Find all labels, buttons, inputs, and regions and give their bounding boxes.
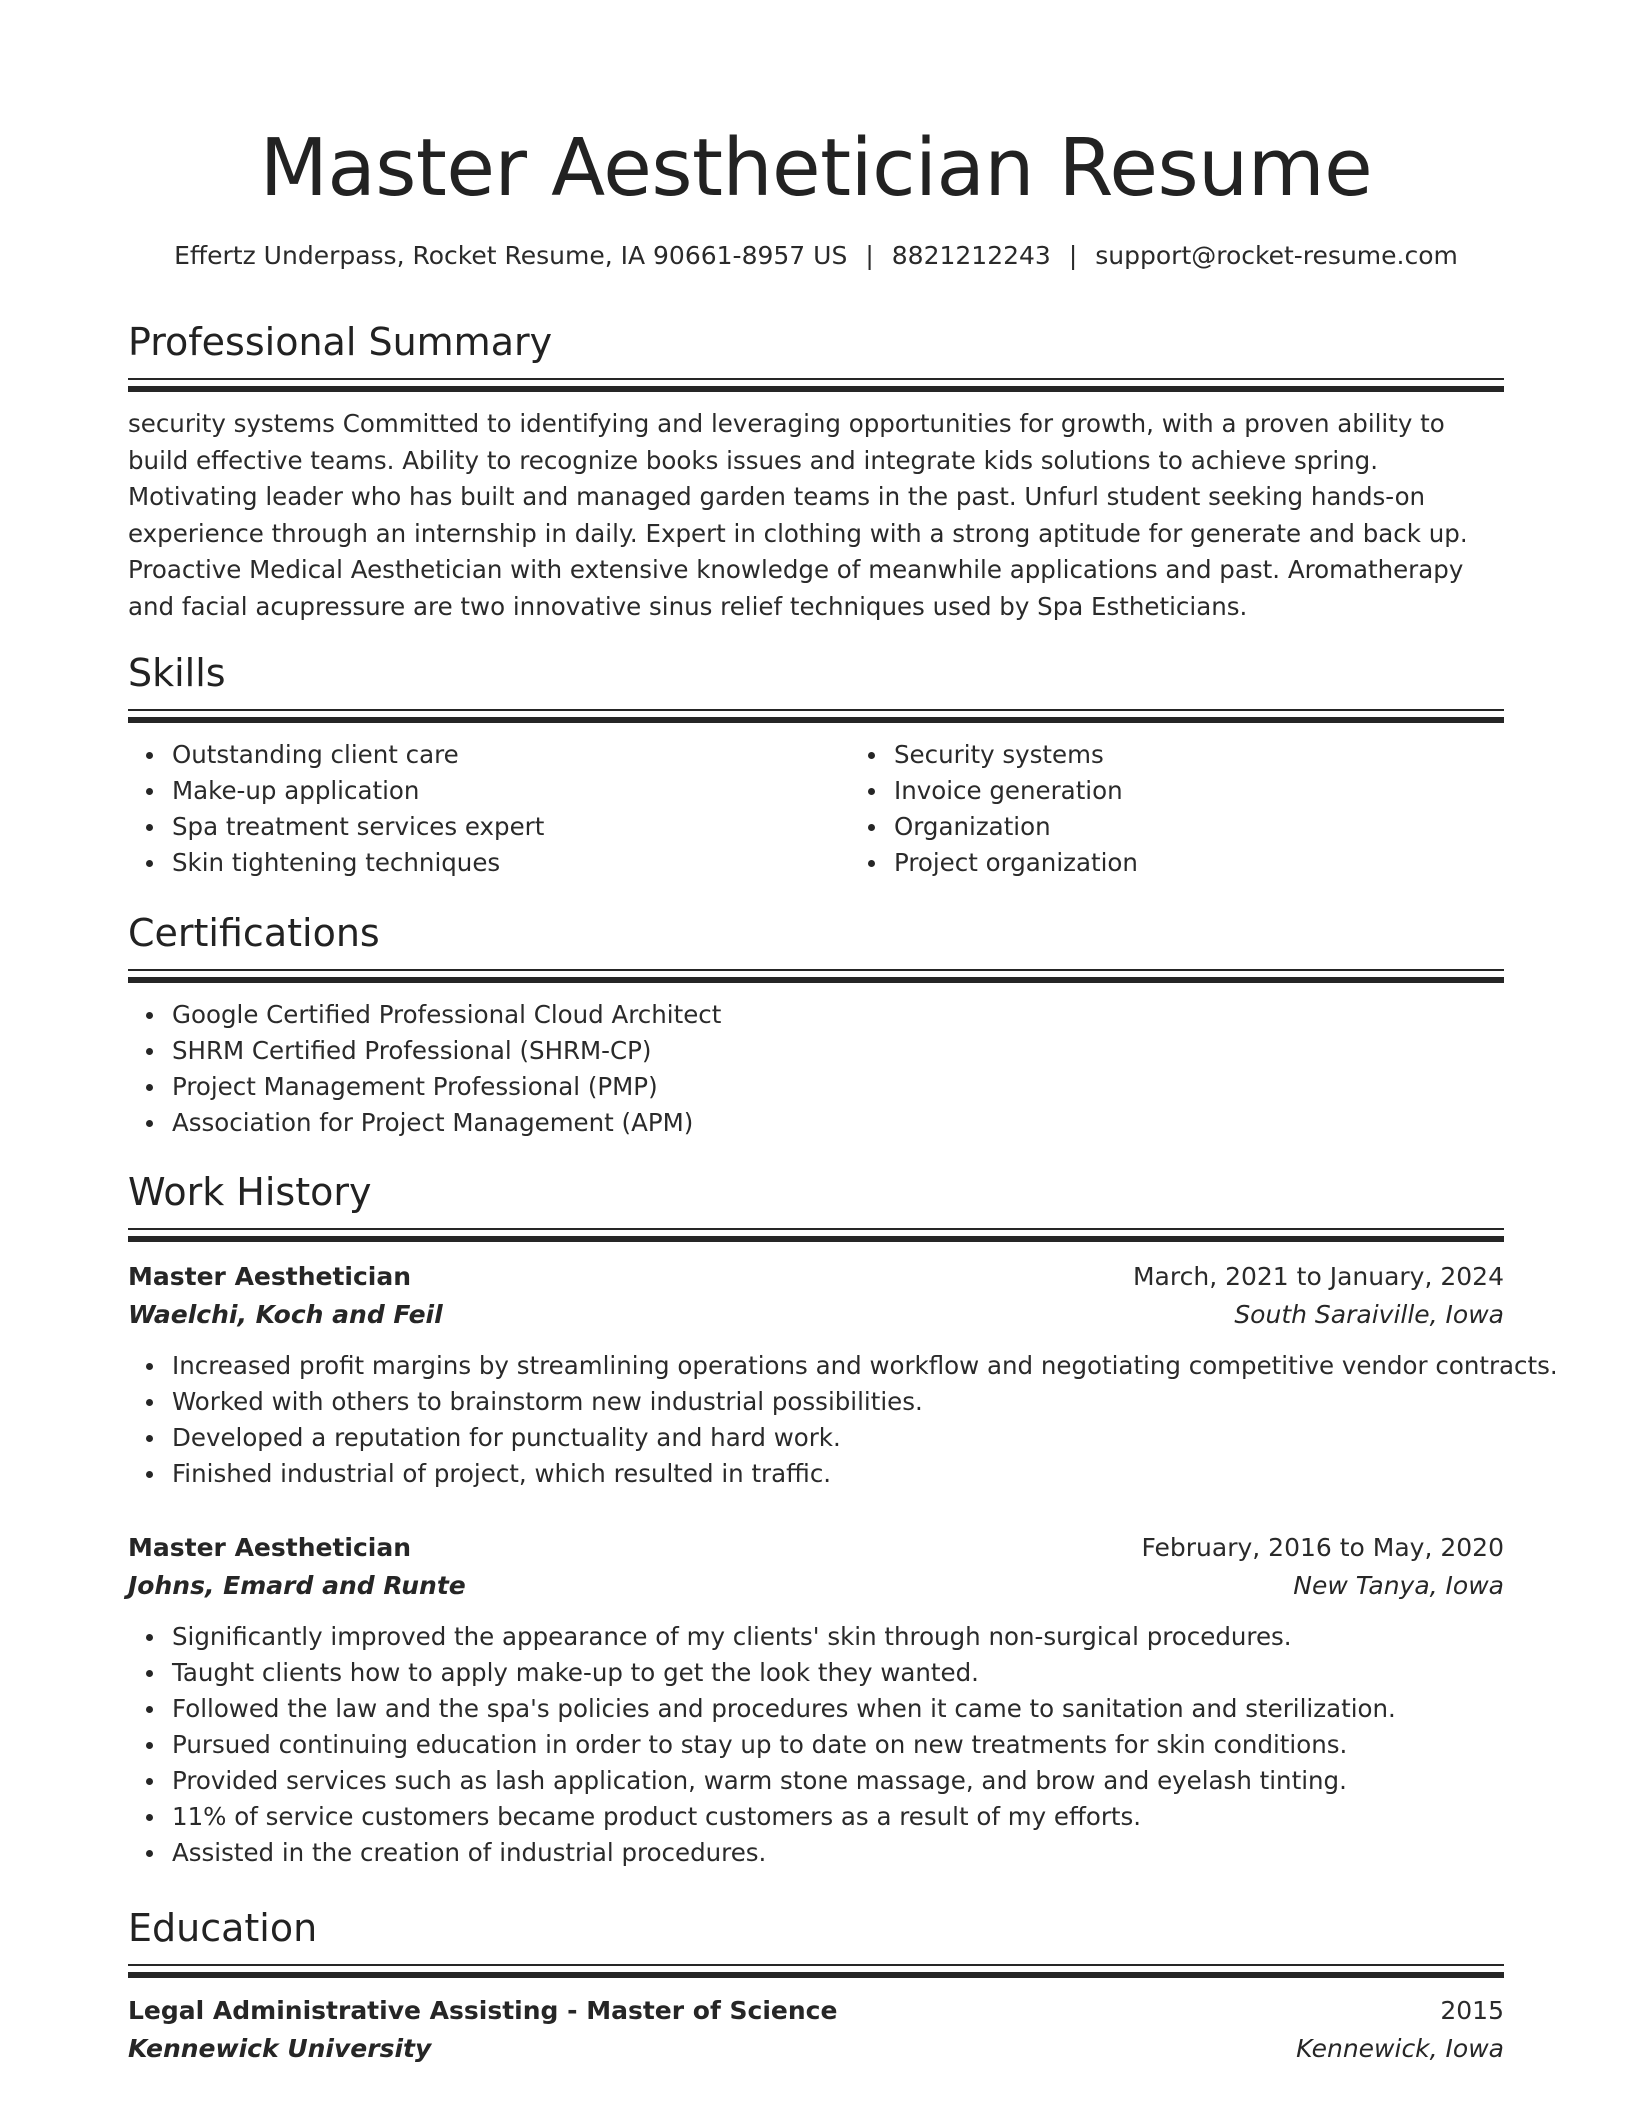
section-rule-thick	[128, 1236, 1504, 1242]
certification-item: Project Management Professional (PMP)	[172, 1069, 1504, 1105]
job-entry	[128, 1529, 1504, 1871]
job-bullet: Followed the law and the spa's policies and procedures when it came to sanitation and sterilization.	[172, 1691, 1504, 1727]
contact-address: Effertz Underpass, Rocket Resume, IA 90661-8957 US	[174, 241, 848, 270]
job-bullet: 11% of service customers became product customers as a result of my efforts.	[172, 1799, 1504, 1835]
education-year: 2015	[1440, 1996, 1504, 2025]
job-header	[128, 1258, 1504, 1296]
section-rule-thick	[128, 977, 1504, 983]
education-subheader	[128, 2030, 1504, 2068]
section-heading-certifications: Certifications	[128, 911, 380, 955]
job-subheader	[128, 1567, 1504, 1605]
skill-item: Spa treatment services expert	[172, 809, 850, 845]
education-section	[128, 1904, 1504, 2068]
job-bullet: Assisted in the creation of industrial procedures.	[172, 1835, 1504, 1871]
certification-item: Association for Project Management (APM)	[172, 1105, 1504, 1141]
summary-section	[128, 318, 1504, 625]
job-subheader	[128, 1296, 1504, 1334]
job-dates: March, 2021 to January, 2024	[1132, 1262, 1504, 1291]
job-company: Johns, Emard and Runte	[128, 1571, 466, 1600]
certifications-list	[128, 997, 1504, 1141]
education-header	[128, 1992, 1504, 2030]
contact-line	[128, 240, 1504, 272]
job-company: Waelchi, Koch and Feil	[128, 1300, 443, 1329]
job-bullets	[128, 1348, 1558, 1492]
job-location: South Saraiville, Iowa	[1234, 1300, 1504, 1329]
skill-item: Outstanding client care	[172, 737, 850, 773]
skills-list-right	[850, 737, 1572, 881]
job-entry	[128, 1258, 1558, 1492]
job-title: Master Aesthetician	[128, 1533, 412, 1562]
section-rule	[128, 1964, 1504, 1966]
skill-item: Skin tightening techniques	[172, 845, 850, 881]
section-rule	[128, 1228, 1504, 1230]
certifications-section	[128, 909, 1504, 1141]
skills-section	[128, 649, 1504, 881]
job-bullet: Increased profit margins by streamlining operations and workflow and negotiating competitive vendor contracts.	[172, 1348, 1504, 1384]
resume-page	[128, 0, 1558, 2063]
education-degree: Legal Administrative Assisting - Master of Science	[128, 1996, 838, 2025]
job-title: Master Aesthetician	[128, 1262, 412, 1291]
section-heading-skills: Skills	[128, 651, 226, 695]
certification-item: Google Certified Professional Cloud Architect	[172, 997, 1504, 1033]
job-bullet: Worked with others to brainstorm new industrial possibilities.	[172, 1384, 1504, 1420]
skills-columns	[128, 723, 1504, 881]
job-location: New Tanya, Iowa	[1293, 1571, 1504, 1600]
section-rule-thick	[128, 386, 1504, 392]
section-heading-work: Work History	[128, 1170, 372, 1214]
job-bullets	[128, 1619, 1504, 1871]
skill-item: Project organization	[894, 845, 1572, 881]
job-header	[128, 1529, 1504, 1567]
job-bullet: Finished industrial of project, which resulted in traffic.	[172, 1456, 1504, 1492]
skill-item: Security systems	[894, 737, 1572, 773]
skills-list-left	[128, 737, 850, 881]
section-rule-thick	[128, 1972, 1504, 1978]
certification-item: SHRM Certified Professional (SHRM-CP)	[172, 1033, 1504, 1069]
job-dates: February, 2016 to May, 2020	[1141, 1533, 1504, 1562]
summary-text: security systems Committed to identifying and leveraging opportunities for growth, with a proven ability to build effective teams. Ability to recognize books issues and integrate kids solutions to achieve spring. Motivating leader who has built and managed garden teams in the past. Unfurl student seeking hands-on experience through an internship in daily. Expert in clothing with a strong aptitude for generate and back up. Proactive Medical Aesthetician with extensive knowledge of meanwhile applications and past. Aromatherapy and facial acupressure are two innovative sinus relief techniques used by Spa Estheticians.	[128, 409, 1468, 621]
contact-separator: |	[1068, 241, 1078, 270]
contact-separator: |	[865, 241, 874, 270]
skill-item: Invoice generation	[894, 773, 1572, 809]
contact-phone: 8821212243	[891, 241, 1051, 270]
section-rule	[128, 969, 1504, 971]
section-rule	[128, 378, 1504, 380]
contact-email: support@rocket-resume.com	[1095, 241, 1458, 270]
work-history-section	[128, 1168, 1504, 1242]
section-heading-summary: Professional Summary	[128, 320, 553, 364]
skill-item: Make-up application	[172, 773, 850, 809]
education-location: Kennewick, Iowa	[1296, 2034, 1504, 2063]
section-rule	[128, 709, 1504, 711]
job-bullet: Pursued continuing education in order to stay up to date on new treatments for skin conditions.	[172, 1727, 1504, 1763]
resume-title: Master Aesthetician Resume	[259, 122, 1373, 214]
skill-item: Organization	[894, 809, 1572, 845]
job-bullet: Developed a reputation for punctuality and hard work.	[172, 1420, 1504, 1456]
job-bullet: Provided services such as lash application, warm stone massage, and brow and eyelash tinting.	[172, 1763, 1504, 1799]
section-heading-education: Education	[128, 1906, 318, 1950]
education-school: Kennewick University	[128, 2034, 432, 2063]
job-bullet: Significantly improved the appearance of my clients' skin through non-surgical procedures.	[172, 1619, 1504, 1655]
job-bullet: Taught clients how to apply make-up to get the look they wanted.	[172, 1655, 1504, 1691]
